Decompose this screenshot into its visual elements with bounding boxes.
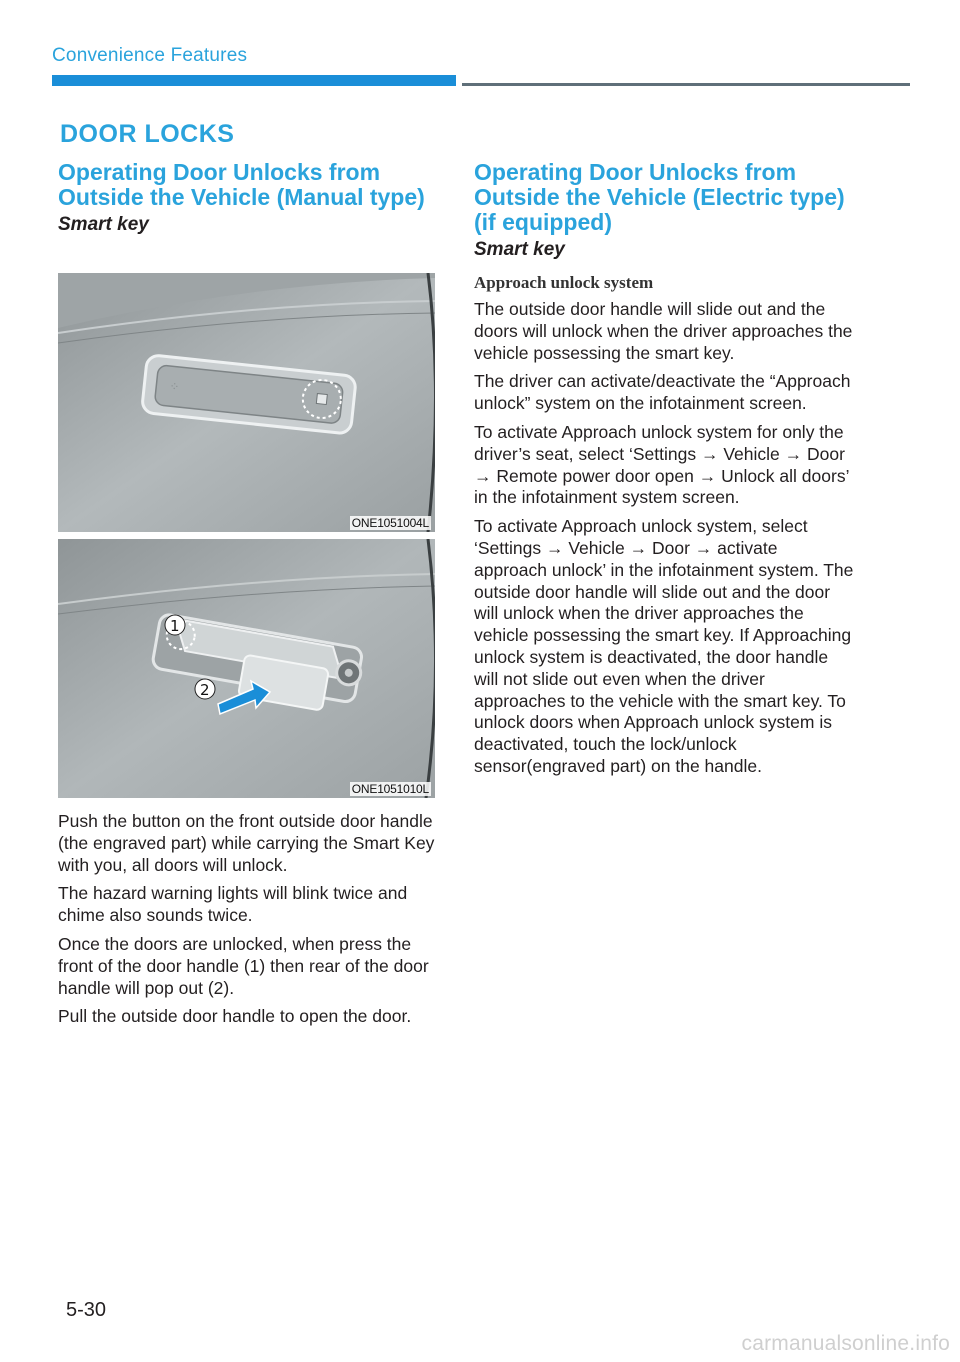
header-title: Convenience Features (52, 45, 248, 66)
paragraph: To activate Approach unlock system for only the driver’s seat, select ‘Settings → Vehicle → Door → Remote power door open → Unlock all doors’ in the infotainment system screen. (474, 421, 849, 508)
paragraph: The outside door handle will slide out and the doors will unlock when the driver approaches the vehicle possessing the smart key. (474, 299, 853, 363)
figure-door-handle-popout (58, 539, 435, 798)
callout-2: 2 (200, 681, 210, 699)
callout-1: 1 (170, 617, 180, 635)
door-handle-flush-illustration (58, 273, 435, 532)
right-column (474, 160, 854, 785)
figure-door-handle-flush (58, 273, 435, 532)
section-title: DOOR LOCKS (60, 120, 235, 148)
left-subheading: Smart key (58, 214, 149, 235)
paragraph: Push the button on the front outside door handle (the engraved part) while carrying the Smart Key with you, all doors will unlock. (58, 811, 435, 875)
header-rule-thin (462, 83, 910, 86)
left-column-header (58, 160, 438, 236)
paragraph: Pull the outside door handle to open the door. (58, 1006, 412, 1027)
paragraph: Once the doors are unlocked, when press the front of the door handle (1) then rear of the door handle will pop out (2). (58, 933, 429, 998)
left-heading: Operating Door Unlocks from Outside the Vehicle (Manual type) (58, 159, 425, 210)
figure-code: ONE1051010L (351, 782, 429, 796)
paragraph: To activate Approach unlock system, select ‘Settings → Vehicle → Door → activate approach unlock’ in the infotainment system. The outside door handle will slide out and the door will unlock when the driver approaches the vehicle possessing the smart key. If Approaching unlock system is deactivated, the door handle will not slide out even when the driver approaches to the vehicle with the smart key. To unlock doors when Approach unlock system is deactivated, touch the lock/unlock sensor(engraved part) on the handle. (474, 516, 854, 776)
paragraph: The driver can activate/deactivate the “Approach unlock” system on the infotainment screen. (474, 371, 851, 414)
right-heading: Operating Door Unlocks from Outside the Vehicle (Electric type) (if equipped) (474, 159, 845, 235)
left-body (58, 811, 440, 1035)
svg-text:⁘: ⁘ (168, 379, 181, 395)
door-handle-popout-illustration (58, 539, 435, 798)
approach-unlock-title: Approach unlock system (474, 273, 654, 292)
page-number: 5-30 (66, 1299, 107, 1321)
right-subheading: Smart key (474, 239, 565, 260)
figure-code: ONE1051004L (351, 516, 429, 530)
paragraph: The hazard warning lights will blink twice and chime also sounds twice. (58, 883, 408, 926)
header-rule-thick (52, 75, 456, 86)
watermark[interactable]: carmanualsonline.info (741, 1332, 950, 1355)
